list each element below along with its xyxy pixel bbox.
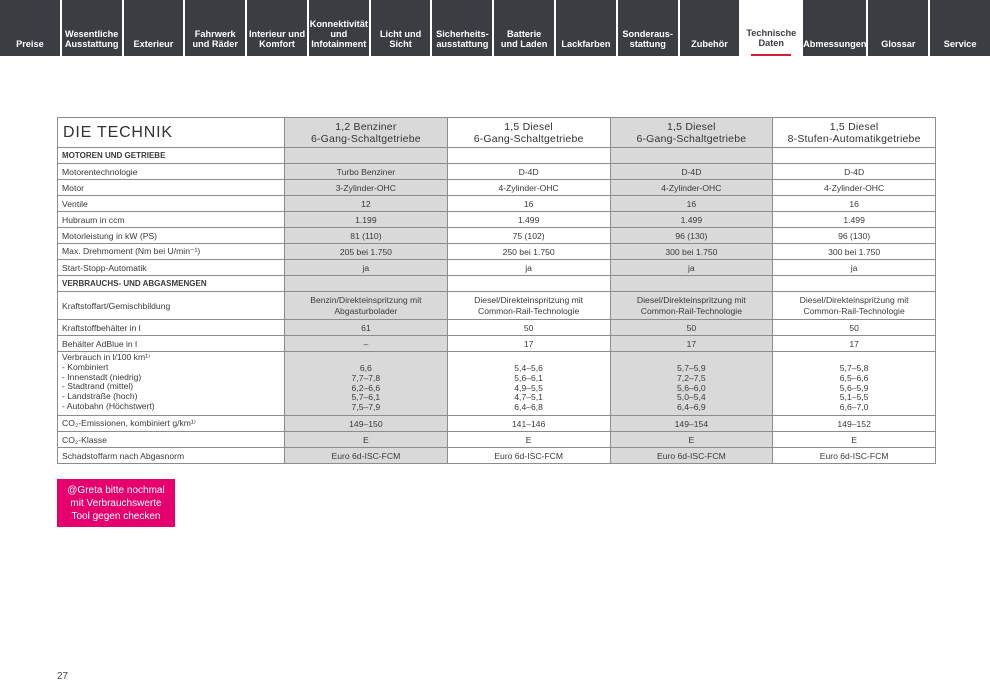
- cell-value: Euro 6d-ISC-FCM: [610, 448, 773, 464]
- row-label: Max. Drehmoment (Nm bei U/min⁻¹): [58, 244, 285, 260]
- table-row: [58, 336, 936, 352]
- cell-value: 16: [610, 196, 773, 212]
- cell-value: 12: [285, 196, 448, 212]
- section-row: [58, 148, 936, 164]
- section-title: VERBRAUCHS- UND ABGASMENGEN: [58, 276, 285, 292]
- nav-tab-wesentliche-ausstattung[interactable]: Wesentliche Ausstattung: [62, 0, 124, 56]
- cell-value: –: [285, 336, 448, 352]
- cell-value: 6,6 7,7–7,8 6,2–6,6 5,7–6,1 7,5–7,9: [285, 352, 448, 416]
- cell-value: 16: [447, 196, 610, 212]
- cell-value: Diesel/Direkteinspritzung mit Common-Rail-Technologie: [773, 292, 936, 320]
- row-label: Start-Stopp-Automatik: [58, 260, 285, 276]
- cell-value: 4-Zylinder-OHC: [610, 180, 773, 196]
- cell-value: 4-Zylinder-OHC: [773, 180, 936, 196]
- nav-tab-glossar[interactable]: Glossar: [868, 0, 930, 56]
- row-label: Motor: [58, 180, 285, 196]
- model-header: 1,5 Diesel 6-Gang-Schaltgetriebe: [610, 118, 773, 148]
- page-number: 27: [57, 671, 69, 682]
- row-label: Schadstoffarm nach Abgasnorm: [58, 448, 285, 464]
- row-label: Motorleistung in kW (PS): [58, 228, 285, 244]
- cell-value: 1.499: [447, 212, 610, 228]
- cell-value: Benzin/Direkteinspritzung mit Abgasturbolader: [285, 292, 448, 320]
- nav-tab-service[interactable]: Service: [930, 0, 990, 56]
- cell-value: 17: [773, 336, 936, 352]
- table-row: [58, 292, 936, 320]
- table-row: [58, 196, 936, 212]
- nav-tab-konnektivitaet[interactable]: Konnektivität und Infotainment: [309, 0, 371, 56]
- nav-tab-lackfarben[interactable]: Lackfarben: [556, 0, 618, 56]
- cell-value: 141–146: [447, 416, 610, 432]
- cell-value: 5,7–5,9 7,2–7,5 5,6–6,0 5,0–5,4 6,4–6,9: [610, 352, 773, 416]
- table-row: [58, 432, 936, 448]
- cell-value: 149–150: [285, 416, 448, 432]
- table-row: [58, 244, 936, 260]
- cell-value: D-4D: [447, 164, 610, 180]
- cell-value: D-4D: [610, 164, 773, 180]
- cell-value: E: [447, 432, 610, 448]
- cell-value: 1.499: [610, 212, 773, 228]
- table-row: [58, 448, 936, 464]
- nav-tab-fahrwerk[interactable]: Fahrwerk und Räder: [185, 0, 247, 56]
- nav-tab-batterie[interactable]: Batterie und Laden: [494, 0, 556, 56]
- row-label: Motorentechnologie: [58, 164, 285, 180]
- cell-value: Diesel/Direkteinspritzung mit Common-Rail-Technologie: [447, 292, 610, 320]
- table-row: [58, 164, 936, 180]
- cell-value: 50: [773, 320, 936, 336]
- cell-value: 300 bei 1.750: [773, 244, 936, 260]
- cell-value: ja: [610, 260, 773, 276]
- cell-value: 50: [447, 320, 610, 336]
- table-row: [58, 320, 936, 336]
- model-header: 1,2 Benziner 6-Gang-Schaltgetriebe: [285, 118, 448, 148]
- table-row: [58, 212, 936, 228]
- row-label: Kraftstoffbehälter in l: [58, 320, 285, 336]
- section-row: [58, 276, 936, 292]
- row-label: CO₂-Klasse: [58, 432, 285, 448]
- nav-tab-abmessungen[interactable]: Abmessungen: [803, 0, 868, 56]
- cell-value: 50: [610, 320, 773, 336]
- cell-value: 16: [773, 196, 936, 212]
- table-row: [58, 352, 936, 416]
- table-row: [58, 260, 936, 276]
- cell-value: 75 (102): [447, 228, 610, 244]
- cell-value: Euro 6d-ISC-FCM: [447, 448, 610, 464]
- cell-value: 5,7–5,8 6,5–6,6 5,6–5,9 5,1–5,5 6,6–7,0: [773, 352, 936, 416]
- nav-tab-sicherheitsausstattung[interactable]: Sicherheits- ausstattung: [432, 0, 494, 56]
- cell-value: ja: [773, 260, 936, 276]
- cell-value: Euro 6d-ISC-FCM: [773, 448, 936, 464]
- row-label: Ventile: [58, 196, 285, 212]
- review-note-sticker: @Greta bitte nochmal mit Verbrauchswerte Tool gegen checken: [57, 479, 175, 527]
- cell-value: E: [610, 432, 773, 448]
- nav-tab-technische-daten[interactable]: Technische Daten: [741, 0, 803, 56]
- section-title: MOTOREN UND GETRIEBE: [58, 148, 285, 164]
- nav-tab-licht-und-sicht[interactable]: Licht und Sicht: [371, 0, 433, 56]
- cell-value: 61: [285, 320, 448, 336]
- cell-value: E: [773, 432, 936, 448]
- nav-tab-interieur[interactable]: Interieur und Komfort: [247, 0, 309, 56]
- row-label: CO₂-Emissionen, kombiniert g/km¹⁾: [58, 416, 285, 432]
- cell-value: 17: [447, 336, 610, 352]
- cell-value: D-4D: [773, 164, 936, 180]
- nav-tab-zubehoer[interactable]: Zubehör: [680, 0, 742, 56]
- cell-value: 149–152: [773, 416, 936, 432]
- cell-value: 3-Zylinder-OHC: [285, 180, 448, 196]
- table-row: [58, 180, 936, 196]
- nav-tab-preise[interactable]: Preise: [0, 0, 62, 56]
- table-row: [58, 228, 936, 244]
- cell-value: Euro 6d-ISC-FCM: [285, 448, 448, 464]
- cell-value: E: [285, 432, 448, 448]
- cell-value: 300 bei 1.750: [610, 244, 773, 260]
- cell-value: 250 bei 1.750: [447, 244, 610, 260]
- row-label: Verbrauch in l/100 km¹⁾ - Kombiniert - Innenstadt (niedrig) - Stadtrand (mittel) - Landstraße (hoch) - Autobahn (Höchstwert): [58, 352, 285, 416]
- nav-tab-exterieur[interactable]: Exterieur: [124, 0, 186, 56]
- cell-value: 205 bei 1.750: [285, 244, 448, 260]
- cell-value: 81 (110): [285, 228, 448, 244]
- cell-value: 96 (130): [773, 228, 936, 244]
- cell-value: ja: [447, 260, 610, 276]
- table-title: DIE TECHNIK: [58, 118, 285, 148]
- cell-value: 96 (130): [610, 228, 773, 244]
- cell-value: 1.199: [285, 212, 448, 228]
- technical-data-table: [57, 117, 936, 464]
- model-header: 1,5 Diesel 6-Gang-Schaltgetriebe: [447, 118, 610, 148]
- model-header: 1,5 Diesel 8-Stufen-Automatikgetriebe: [773, 118, 936, 148]
- cell-value: Diesel/Direkteinspritzung mit Common-Rail-Technologie: [610, 292, 773, 320]
- cell-value: ja: [285, 260, 448, 276]
- cell-value: 4-Zylinder-OHC: [447, 180, 610, 196]
- cell-value: 1.499: [773, 212, 936, 228]
- row-label: Behälter AdBlue in l: [58, 336, 285, 352]
- cell-value: 17: [610, 336, 773, 352]
- cell-value: 149–154: [610, 416, 773, 432]
- row-label: Hubraum in ccm: [58, 212, 285, 228]
- cell-value: Turbo Benziner: [285, 164, 448, 180]
- nav-tab-sonderausstattung[interactable]: Sonderaus- stattung: [618, 0, 680, 56]
- top-navigation: [0, 0, 990, 56]
- cell-value: 5,4–5,6 5,6–6,1 4,9–5,5 4,7–5,1 6,4–6,8: [447, 352, 610, 416]
- row-label: Kraftstoffart/Gemischbildung: [58, 292, 285, 320]
- table-row: [58, 416, 936, 432]
